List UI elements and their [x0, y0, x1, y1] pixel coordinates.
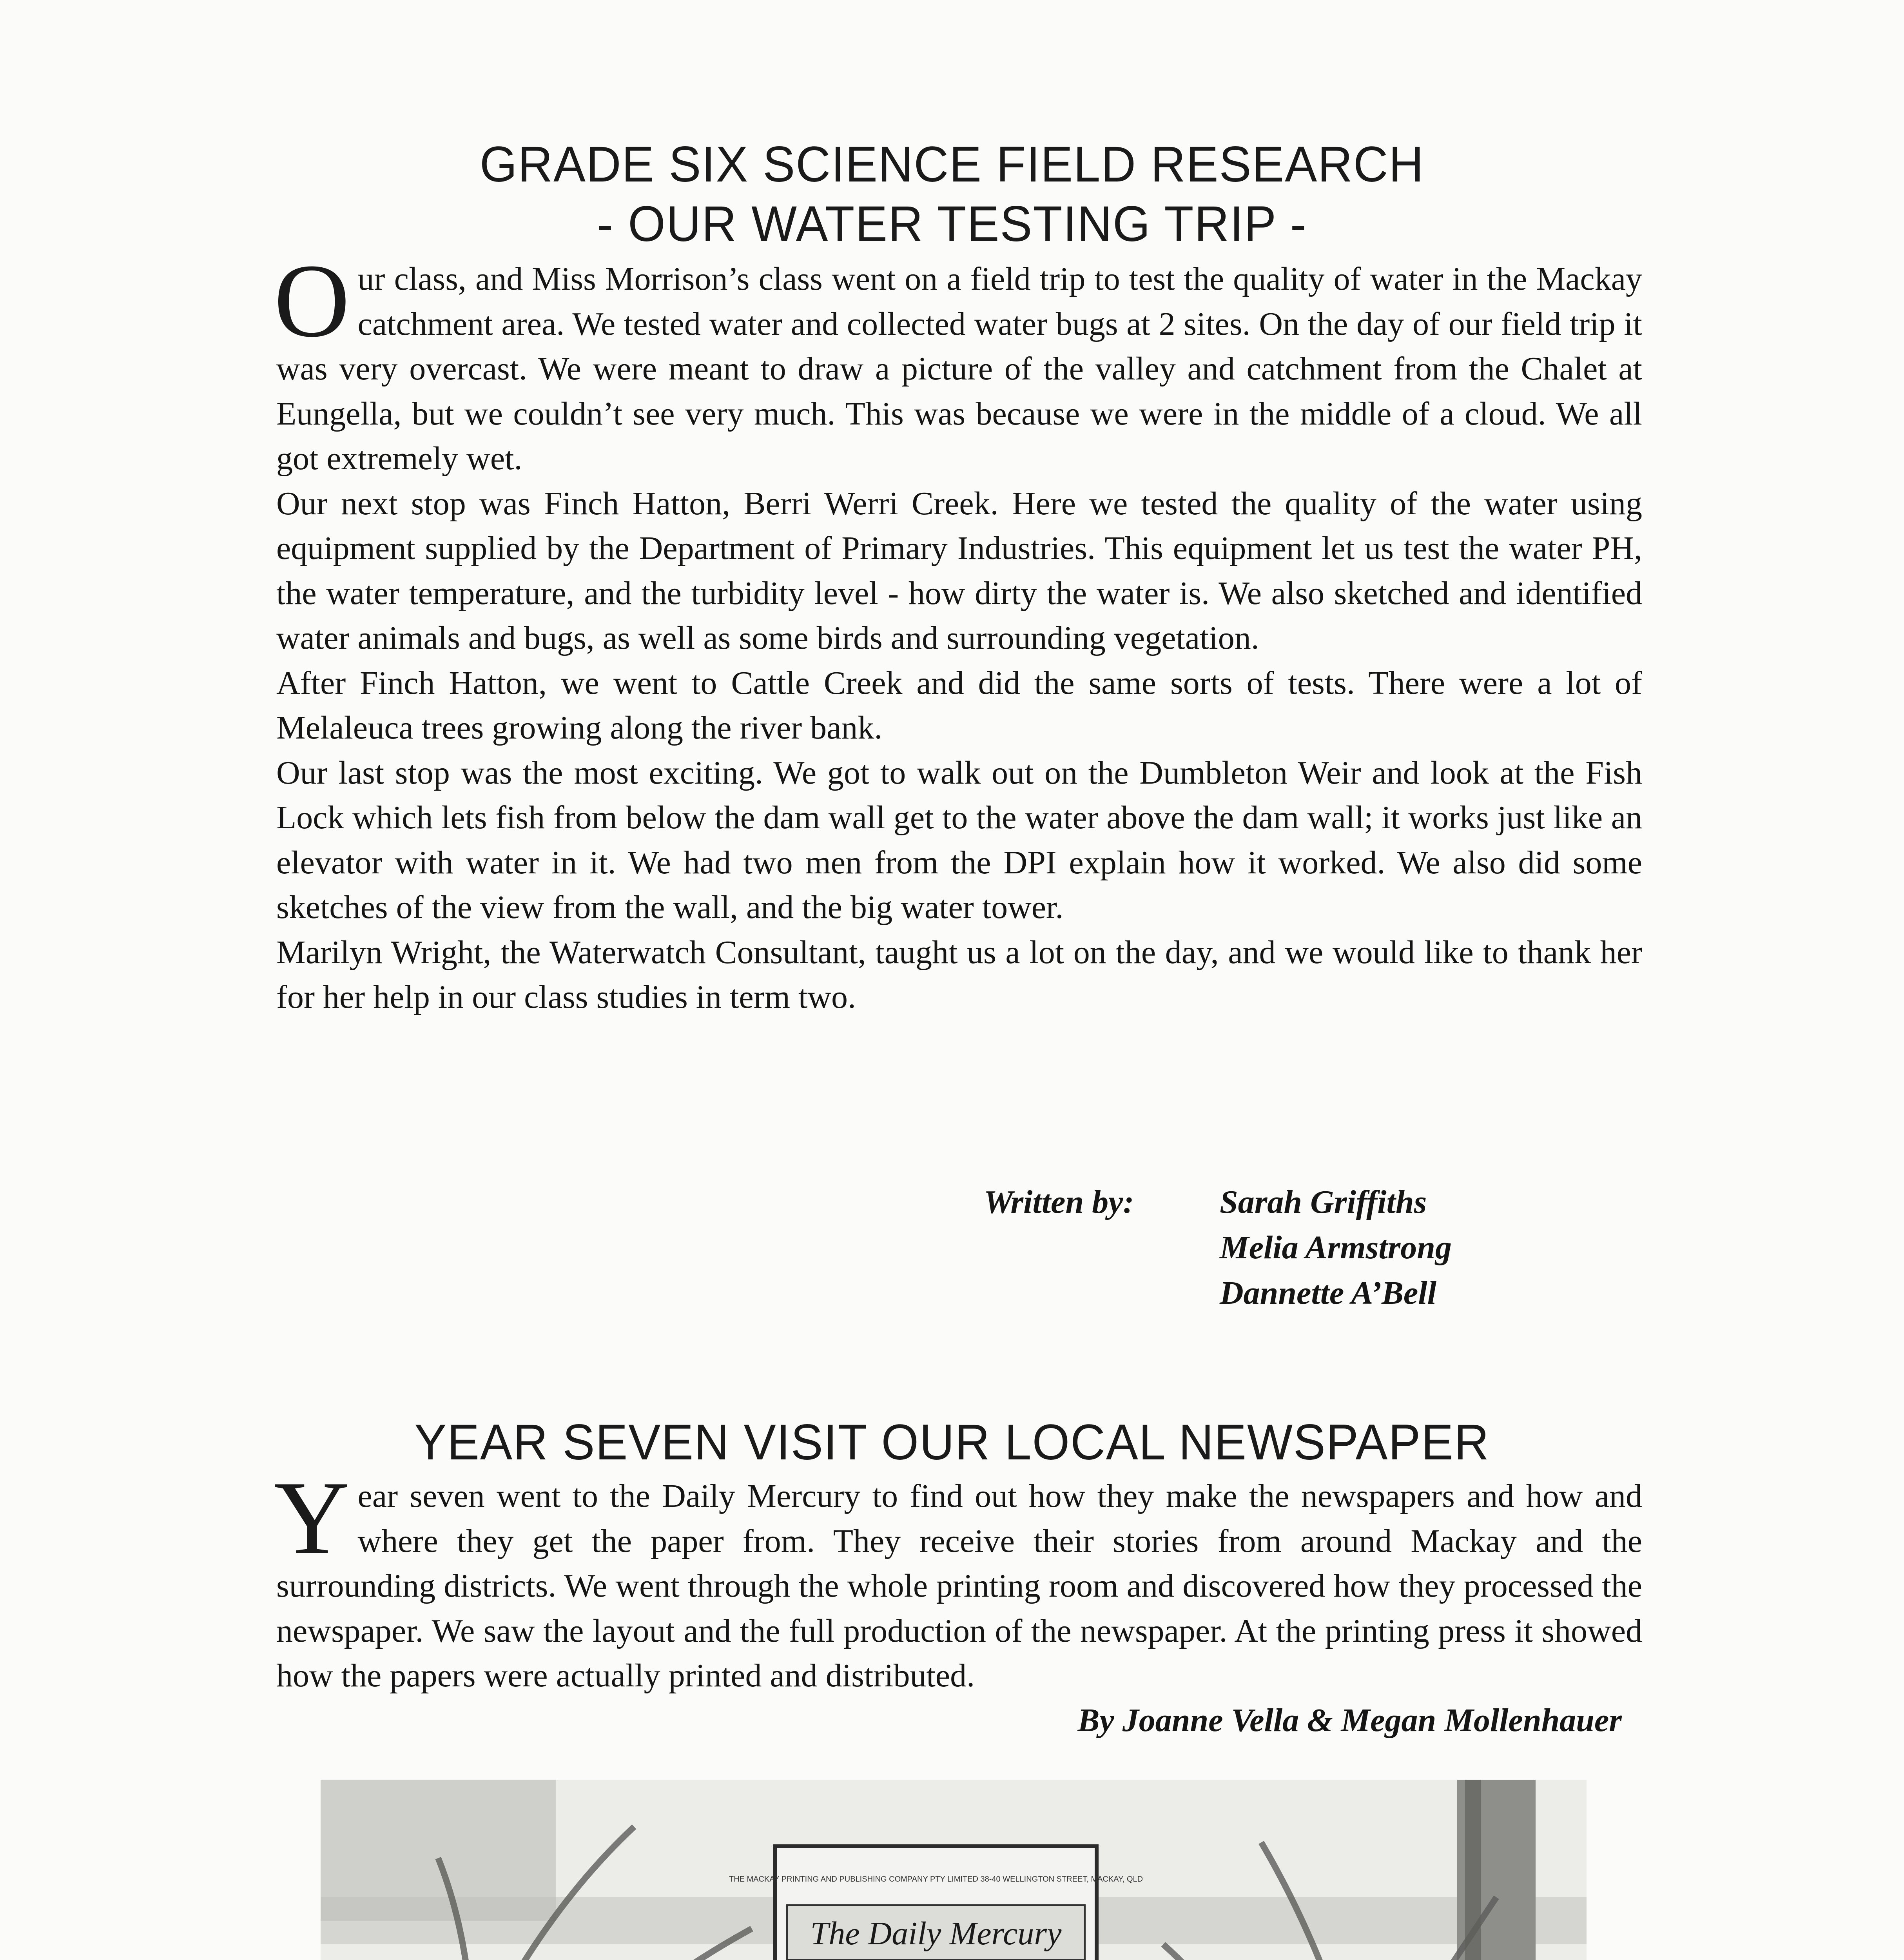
author-name: Melia Armstrong — [1220, 1229, 1452, 1266]
author-name: Dannette A’Bell — [1220, 1275, 1436, 1311]
paragraph: Our next stop was Finch Hatton, Berri Werri Creek. Here we tested the quality of the water using equipment supplied by the Department of Primary Industries. This equipment let us test the water PH, the water temperature, and the turbidity level - how dirty the water is. We also sketched and identified water animals and bugs, as well as some birds and surrounding vegetation. — [276, 485, 1642, 656]
drop-cap: Y — [274, 1459, 350, 1576]
byline: By Joanne Vella & Megan Mollenhauer — [1077, 1702, 1622, 1739]
drop-cap: O — [274, 242, 350, 359]
article-title-line2: - OUR WATER TESTING TRIP - — [597, 196, 1307, 252]
paragraph — [274, 1459, 1642, 1699]
paragraph: Our last stop was the most exciting. We got to walk out on the Dumbleton Weir and look at the Fish Lock which lets fish from below the dam wall get to the water above the dam wall; it works just like an elevator with water in it. We had two men from the DPI explain how it worked. We also did some sketches of the view from the wall, and the big water tower. — [276, 754, 1642, 926]
sign-masthead: The Daily Mercury — [810, 1915, 1062, 1952]
paragraph-text: ear seven went to the Daily Mercury to find out how they make the newspapers and how and where they get the paper from. They receive their stories from around Mackay and the surrounding districts. We went through the whole printing room and discovered how they processed the newspaper. We saw the layout and the full production of the newspaper. At the printing press it showed how the papers were actually printed and distributed. — [276, 1478, 1642, 1694]
article-body — [274, 242, 1642, 1020]
paragraph — [274, 242, 1642, 481]
article-title-line1: GRADE SIX SCIENCE FIELD RESEARCH — [479, 136, 1425, 192]
article-body — [274, 1459, 1642, 1699]
written-by-label: Written by: — [984, 1184, 1134, 1220]
group-photo — [321, 1780, 1587, 1960]
article-title: YEAR SEVEN VISIT OUR LOCAL NEWSPAPER — [414, 1414, 1490, 1470]
newspaper-sign — [729, 1846, 1143, 1960]
paragraph: Marilyn Wright, the Waterwatch Consultant, taught us a lot on the day, and we would like to thank her for her help in our class studies in term two. — [276, 934, 1642, 1015]
paragraph-text: ur class, and Miss Morrison’s class went on a field trip to test the quality of water in the Mackay catchment area. We tested water and collected water bugs at 2 sites. On the day of our field trip it was very overcast. We were meant to draw a picture of the valley and catchment from the Chalet at Eungella, but we couldn’t see very much. This was because we were in the middle of a cloud. We all got extremely wet. — [276, 261, 1642, 477]
group-photo-illustration — [321, 1780, 1587, 1960]
paragraph: After Finch Hatton, we went to Cattle Creek and did the same sorts of tests. There were a lot of Melaleuca trees growing along the river bank. — [276, 664, 1642, 746]
author-name: Sarah Griffiths — [1220, 1184, 1427, 1220]
sign-small-text: THE MACKAY PRINTING AND PUBLISHING COMPANY PTY LIMITED 38-40 WELLINGTON STREET, MACKAY, QLD — [729, 1875, 1143, 1884]
